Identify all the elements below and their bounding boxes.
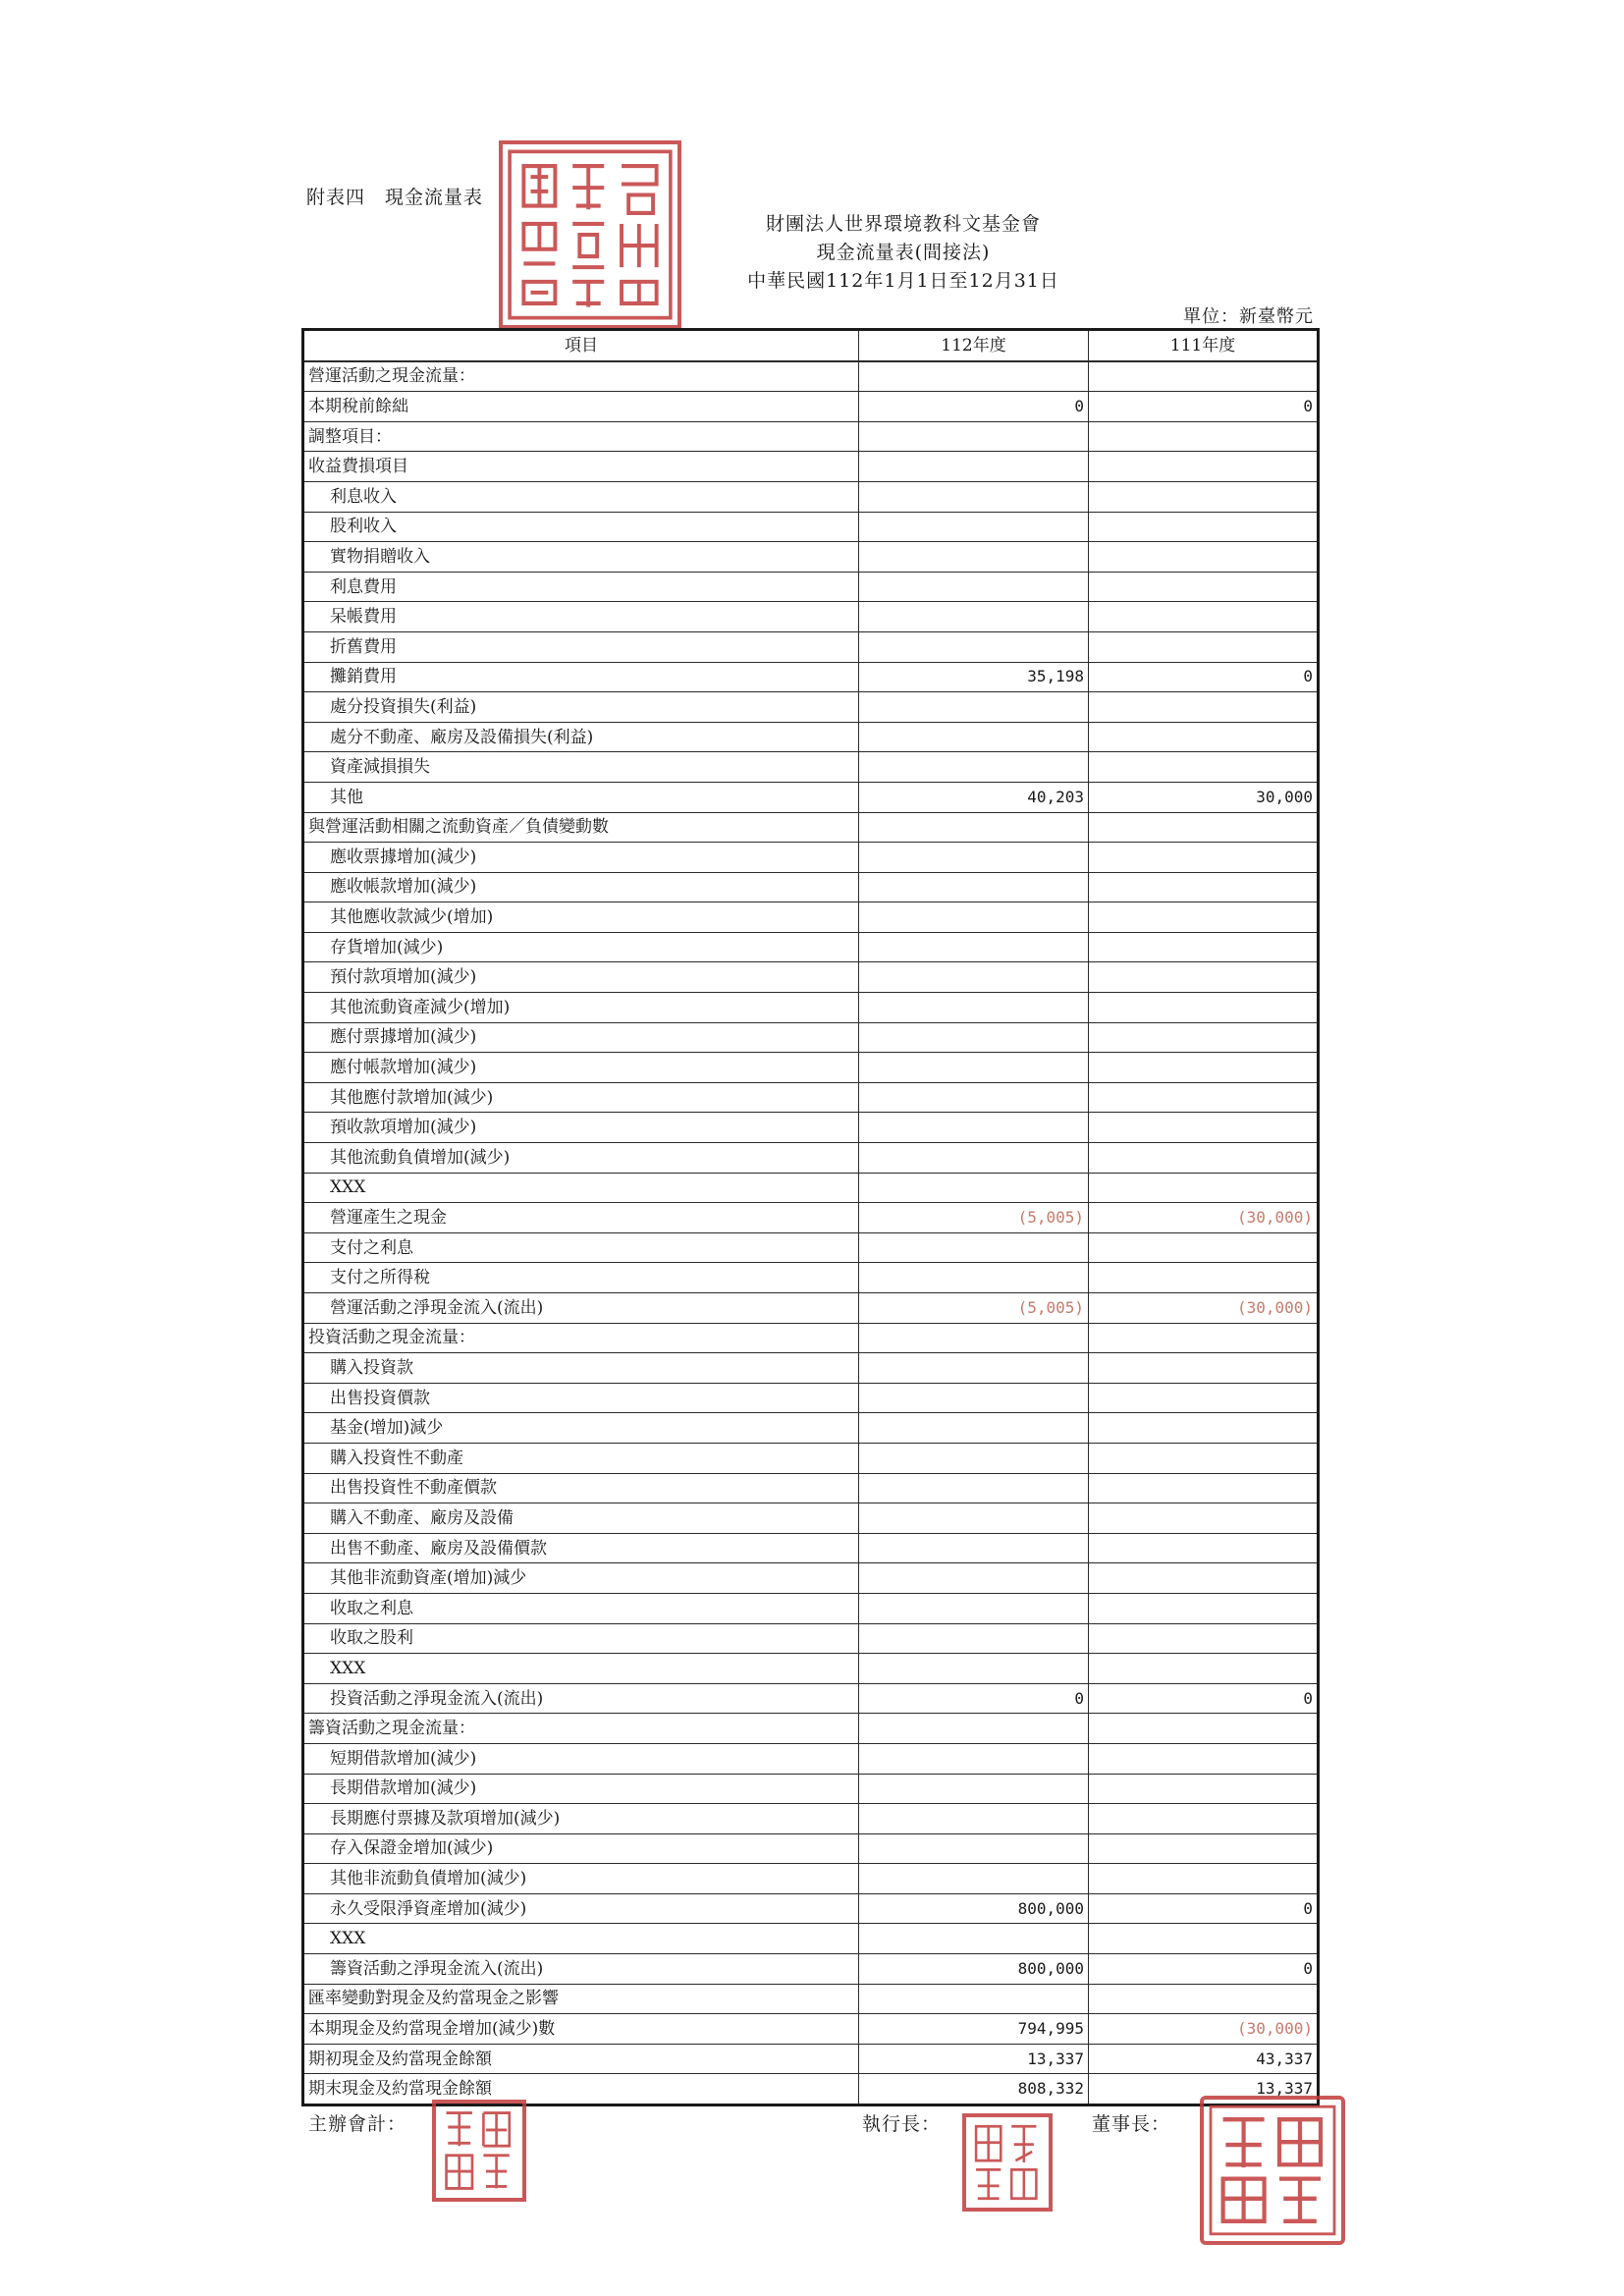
table-row [303,752,1319,783]
value-111: 13,337 [1089,2074,1319,2105]
value-112 [859,1804,1089,1834]
column-header-111: 111年度 [1089,330,1319,361]
ceo-seal-stamp [962,2113,1053,2212]
value-112 [859,1082,1089,1113]
value-111 [1089,1833,1319,1864]
value-111 [1089,1743,1319,1774]
table-row [303,962,1319,993]
value-111 [1089,1323,1319,1353]
value-112 [859,512,1089,542]
value-111 [1089,602,1319,632]
row-label: 應付帳款增加(減少) [303,1053,859,1083]
value-111 [1089,1113,1319,1143]
table-row [303,1473,1319,1503]
value-112 [859,1623,1089,1654]
value-112 [859,1743,1089,1774]
table-row [303,361,1319,392]
value-112 [859,1443,1089,1473]
row-label: 調整項目： [303,421,859,452]
row-label: 處分不動產、廠房及設備損失(利益) [303,722,859,752]
table-row [303,692,1319,723]
table-row [303,1113,1319,1143]
row-label: 其他流動負債增加(減少) [303,1143,859,1174]
table-row [303,1263,1319,1293]
table-row [303,392,1319,422]
value-112 [859,1053,1089,1083]
value-111 [1089,1864,1319,1894]
table-row [303,1353,1319,1384]
value-112 [859,752,1089,783]
value-111 [1089,1924,1319,1954]
row-label: 收取之股利 [303,1623,859,1654]
table-row [303,1683,1319,1714]
value-111 [1089,722,1319,752]
accountant-seal-stamp [432,2100,526,2202]
currency-unit: 單位：新臺幣元 [1183,306,1314,327]
value-111 [1089,1143,1319,1174]
row-label: 折舊費用 [303,631,859,662]
table-row [303,1774,1319,1804]
table-row [303,722,1319,752]
value-112 [859,1654,1089,1684]
row-label: 預收款項增加(減少) [303,1113,859,1143]
table-row [303,1743,1319,1774]
cash-flow-table-container [301,328,1317,2106]
value-111: (30,000) [1089,1293,1319,1324]
value-111: 43,337 [1089,2044,1319,2074]
value-111: 0 [1089,662,1319,692]
value-111 [1089,1022,1319,1053]
table-row [303,2014,1319,2045]
row-label: 籌資活動之淨現金流入(流出) [303,1954,859,1985]
chairman-seal-stamp [1200,2096,1345,2245]
value-112 [859,1232,1089,1263]
value-111 [1089,1473,1319,1503]
value-112: 800,000 [859,1954,1089,1985]
row-label: 其他應付款增加(減少) [303,1082,859,1113]
row-label: 其他非流動負債增加(減少) [303,1864,859,1894]
row-label: 存入保證金增加(減少) [303,1833,859,1864]
value-111 [1089,1383,1319,1413]
row-label: 處分投資損失(利益) [303,692,859,723]
value-111 [1089,872,1319,902]
value-111: 30,000 [1089,782,1319,812]
value-112 [859,1714,1089,1744]
table-row [303,1503,1319,1534]
row-label: 應收票據增加(減少) [303,843,859,873]
value-112 [859,1413,1089,1444]
value-111 [1089,1503,1319,1534]
value-111 [1089,812,1319,843]
table-row [303,1714,1319,1744]
row-label: 購入不動產、廠房及設備 [303,1503,859,1534]
table-row [303,1173,1319,1203]
appendix-label: 附表四 現金流量表 [306,187,484,208]
value-112 [859,1924,1089,1954]
table-row [303,932,1319,962]
row-label: 出售投資價款 [303,1383,859,1413]
value-112 [859,1473,1089,1503]
value-112 [859,962,1089,993]
row-label: 投資活動之現金流量： [303,1323,859,1353]
value-111 [1089,361,1319,392]
row-label: 存貨增加(減少) [303,932,859,962]
value-111 [1089,962,1319,993]
table-row [303,1413,1319,1444]
signature-accountant: 主辦會計： [308,2113,407,2135]
row-label: 投資活動之淨現金流入(流出) [303,1683,859,1714]
org-name: 財團法人世界環境教科文基金會 [765,213,1041,235]
table-row [303,812,1319,843]
value-111 [1089,932,1319,962]
row-label: 本期稅前餘絀 [303,392,859,422]
table-row [303,1533,1319,1563]
value-112 [859,1563,1089,1594]
value-112 [859,932,1089,962]
table-row [303,993,1319,1023]
table-row [303,1293,1319,1324]
table-row [303,631,1319,662]
column-header-112: 112年度 [859,330,1089,361]
table-row [303,481,1319,512]
table-row [303,452,1319,482]
value-112 [859,1143,1089,1174]
value-111 [1089,1082,1319,1113]
row-label: 其他非流動資產(增加)減少 [303,1563,859,1594]
value-112 [859,812,1089,843]
row-label: 呆帳費用 [303,602,859,632]
row-label: 出售投資性不動產價款 [303,1473,859,1503]
row-label: 利息收入 [303,481,859,512]
value-111 [1089,1984,1319,2014]
row-label: 籌資活動之現金流量： [303,1714,859,1744]
report-period: 中華民國112年1月1日至12月31日 [747,270,1059,292]
value-112 [859,1503,1089,1534]
table-row [303,512,1319,542]
value-112: 0 [859,1683,1089,1714]
value-111 [1089,542,1319,573]
table-row [303,1654,1319,1684]
value-111 [1089,1804,1319,1834]
signature-chairman: 董事長： [1092,2113,1171,2135]
value-111 [1089,1533,1319,1563]
row-label: 營運活動之淨現金流入(流出) [303,1293,859,1324]
value-111 [1089,752,1319,783]
table-row [303,2044,1319,2074]
table-row [303,421,1319,452]
value-112: (5,005) [859,1203,1089,1233]
table-row [303,1924,1319,1954]
report-header [628,210,1178,296]
row-label: 攤銷費用 [303,662,859,692]
row-label: 短期借款增加(減少) [303,1743,859,1774]
value-111 [1089,1413,1319,1444]
value-112 [859,872,1089,902]
value-112: 0 [859,392,1089,422]
value-112 [859,1533,1089,1563]
row-label: XXX [303,1173,859,1203]
value-112 [859,1173,1089,1203]
value-111 [1089,692,1319,723]
table-row [303,872,1319,902]
report-title: 現金流量表(間接法) [816,242,991,263]
row-label: 應收帳款增加(減少) [303,872,859,902]
value-111: 0 [1089,1954,1319,1985]
value-111: 0 [1089,392,1319,422]
row-label: 股利收入 [303,512,859,542]
value-111: (30,000) [1089,2014,1319,2045]
value-112 [859,1022,1089,1053]
row-label: XXX [303,1654,859,1684]
row-label: 基金(增加)減少 [303,1413,859,1444]
value-111 [1089,572,1319,602]
row-label: 應付票據增加(減少) [303,1022,859,1053]
value-111: (30,000) [1089,1203,1319,1233]
row-label: 與營運活動相關之流動資產／負債變動數 [303,812,859,843]
value-111 [1089,1623,1319,1654]
value-112 [859,361,1089,392]
table-row [303,1232,1319,1263]
value-112: 13,337 [859,2044,1089,2074]
table-row [303,1864,1319,1894]
value-111 [1089,1263,1319,1293]
row-label: 其他應收款減少(增加) [303,902,859,933]
row-label: 其他 [303,782,859,812]
row-label: 收益費損項目 [303,452,859,482]
row-label: 本期現金及約當現金增加(減少)數 [303,2014,859,2045]
row-label: 其他流動資產減少(增加) [303,993,859,1023]
row-label: 資產減損損失 [303,752,859,783]
value-111 [1089,1714,1319,1744]
table-row [303,902,1319,933]
table-row [303,1833,1319,1864]
table-row [303,542,1319,573]
table-row [303,1954,1319,1985]
value-111 [1089,1593,1319,1623]
value-112 [859,843,1089,873]
value-112 [859,1323,1089,1353]
value-112 [859,602,1089,632]
row-label: 支付之所得稅 [303,1263,859,1293]
value-111 [1089,1353,1319,1384]
row-label: 期末現金及約當現金餘額 [303,2074,859,2105]
value-112: 794,995 [859,2014,1089,2045]
value-111 [1089,1443,1319,1473]
table-header-row [303,330,1319,361]
table-row [303,572,1319,602]
row-label: 營運產生之現金 [303,1203,859,1233]
row-label: 出售不動產、廠房及設備價款 [303,1533,859,1563]
value-112: 35,198 [859,662,1089,692]
table-row [303,1804,1319,1834]
row-label: 購入投資款 [303,1353,859,1384]
table-row [303,843,1319,873]
value-111 [1089,1232,1319,1263]
signature-ceo: 執行長： [862,2113,942,2135]
value-112 [859,631,1089,662]
value-112 [859,1833,1089,1864]
value-112 [859,692,1089,723]
value-111 [1089,1774,1319,1804]
table-row [303,1383,1319,1413]
value-112 [859,993,1089,1023]
value-111 [1089,843,1319,873]
value-111 [1089,902,1319,933]
value-111 [1089,1053,1319,1083]
value-112 [859,1383,1089,1413]
value-111 [1089,481,1319,512]
row-label: 購入投資性不動產 [303,1443,859,1473]
value-112 [859,481,1089,512]
table-row [303,662,1319,692]
value-112 [859,1774,1089,1804]
value-111: 0 [1089,1893,1319,1924]
row-label: 期初現金及約當現金餘額 [303,2044,859,2074]
row-label: 長期借款增加(減少) [303,1774,859,1804]
value-112: 800,000 [859,1893,1089,1924]
row-label: 預付款項增加(減少) [303,962,859,993]
table-row [303,1143,1319,1174]
table-row [303,1203,1319,1233]
cash-flow-table [301,328,1320,2106]
table-row [303,1323,1319,1353]
table-row [303,1082,1319,1113]
row-label: XXX [303,1924,859,1954]
value-111 [1089,421,1319,452]
value-112 [859,902,1089,933]
value-112 [859,452,1089,482]
value-111 [1089,1173,1319,1203]
table-row [303,1563,1319,1594]
table-row [303,782,1319,812]
row-label: 長期應付票據及款項增加(減少) [303,1804,859,1834]
table-row [303,1893,1319,1924]
value-111 [1089,512,1319,542]
row-label: 支付之利息 [303,1232,859,1263]
value-112 [859,1864,1089,1894]
value-112 [859,1353,1089,1384]
row-label: 永久受限淨資產增加(減少) [303,1893,859,1924]
value-112 [859,572,1089,602]
table-row [303,1623,1319,1654]
value-112 [859,1263,1089,1293]
value-112 [859,542,1089,573]
row-label: 實物捐贈收入 [303,542,859,573]
value-112 [859,421,1089,452]
value-112: 40,203 [859,782,1089,812]
row-label: 匯率變動對現金及約當現金之影響 [303,1984,859,2014]
value-112 [859,1113,1089,1143]
table-row [303,1053,1319,1083]
table-row [303,602,1319,632]
value-111 [1089,1563,1319,1594]
table-row [303,1443,1319,1473]
value-111 [1089,452,1319,482]
value-112: 808,332 [859,2074,1089,2105]
row-label: 利息費用 [303,572,859,602]
value-111 [1089,631,1319,662]
table-row [303,1022,1319,1053]
value-111 [1089,1654,1319,1684]
value-112: (5,005) [859,1293,1089,1324]
value-111 [1089,993,1319,1023]
table-row [303,1593,1319,1623]
value-112 [859,1984,1089,2014]
row-label: 收取之利息 [303,1593,859,1623]
value-111: 0 [1089,1683,1319,1714]
row-label: 營運活動之現金流量： [303,361,859,392]
value-112 [859,1593,1089,1623]
table-row [303,1984,1319,2014]
column-header-item: 項目 [303,330,859,361]
value-112 [859,722,1089,752]
